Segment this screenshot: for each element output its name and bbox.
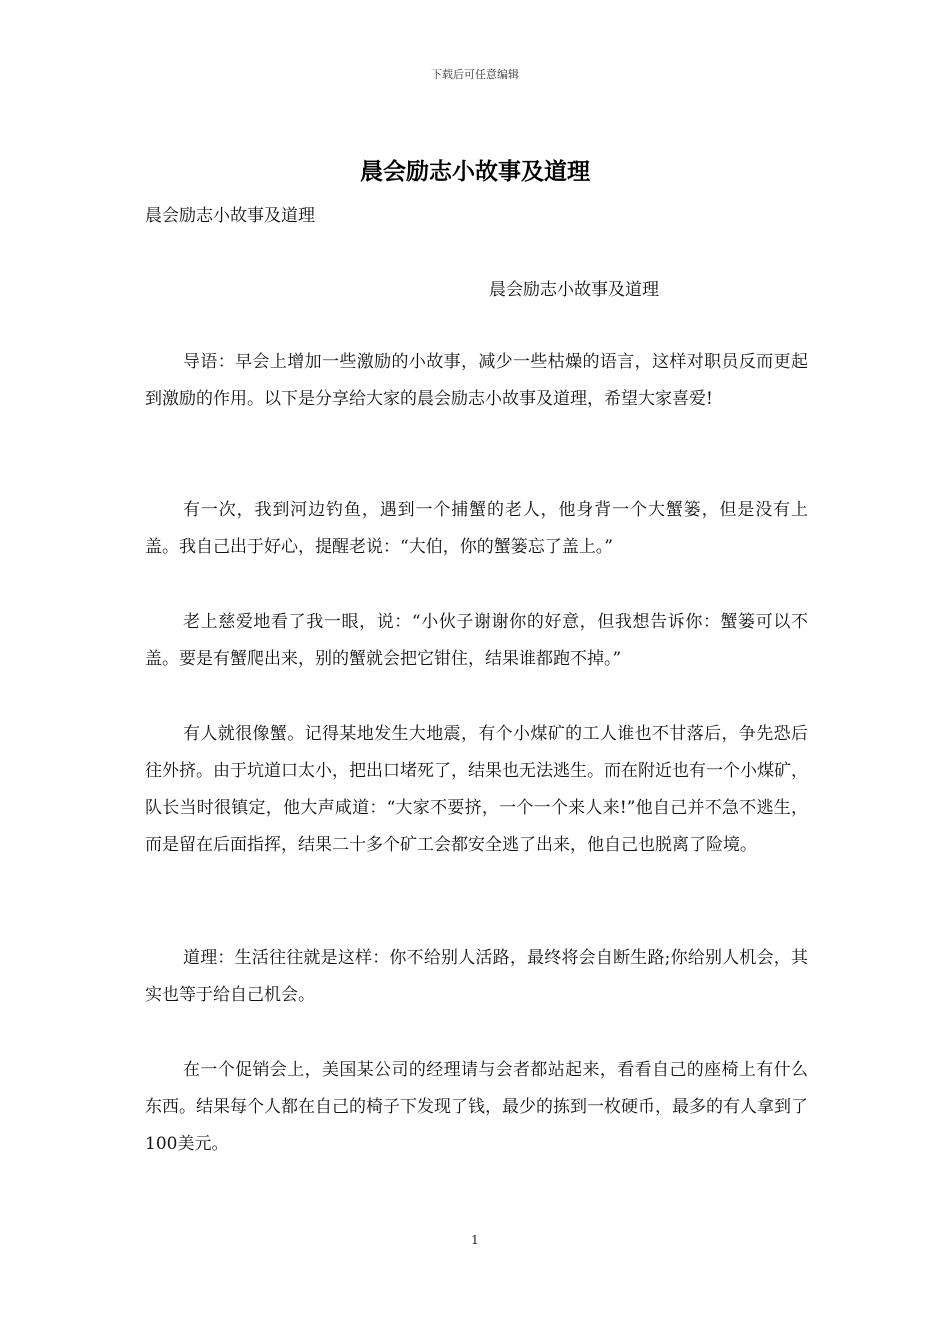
document-subtitle-right: 晨会励志小故事及道理: [489, 280, 659, 300]
page-header-note: 下载后可任意编辑: [431, 68, 519, 81]
paragraph-moral: 道理：生活往往就是这样：你不给别人活路，最终将会自断生路;你给别人机会，其实也等于给自己机会。: [145, 948, 808, 1005]
paragraph-story-4: 在一个促销会上，美国某公司的经理请与会者都站起来，看看自己的座椅上有什么东西。结果每个人都在自己的椅子下发现了钱，最少的拣到一枚硬币，最多的有人拿到了100美元。: [145, 1060, 808, 1154]
page-number: 1: [471, 1233, 479, 1247]
paragraph-story-1: 有一次，我到河边钓鱼，遇到一个捕蟹的老人，他身背一个大蟹篓，但是没有上盖。我自己出于好心，提醒老说：“大伯，你的蟹篓忘了盖上。”: [145, 500, 808, 557]
paragraph-story-2: 老上慈爱地看了我一眼，说：“小伙子谢谢你的好意，但我想告诉你：蟹篓可以不盖。要是有蟹爬出来，别的蟹就会把它钳住，结果谁都跑不掉。”: [145, 612, 808, 669]
paragraph-story-3: 有人就很像蟹。记得某地发生大地震，有个小煤矿的工人谁也不甘落后，争先恐后往外挤。由于坑道口太小，把出口堵死了，结果也无法逃生。而在附近也有一个小煤矿，队长当时很镇定，他大声咸道：“大家不要挤，一个一个来人来!”他自己并不急不逃生，而是留在后面指挥，结果二十多个矿工会都安全逃了出来，他自己也脱离了险境。: [145, 724, 808, 855]
paragraph-intro: 导语：早会上增加一些激励的小故事，减少一些枯燥的语言，这样对职员反而更起到激励的作用。以下是分享给大家的晨会励志小故事及道理，希望大家喜爱!: [145, 352, 808, 409]
document-subtitle-left: 晨会励志小故事及道理: [145, 206, 315, 226]
document-title: 晨会励志小故事及道理: [360, 158, 590, 185]
